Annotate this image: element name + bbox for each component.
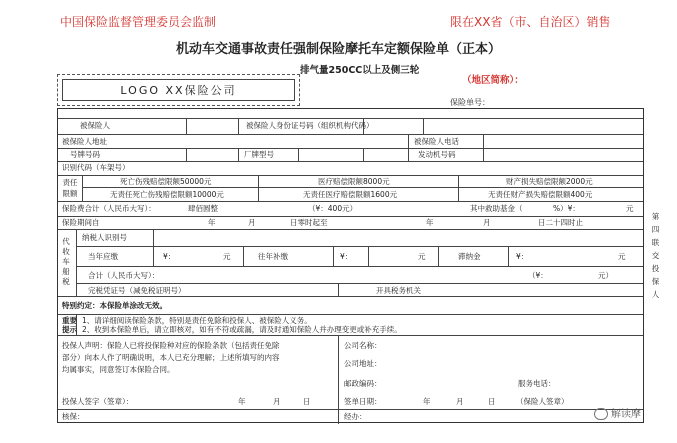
logo-text: LOGO XX保险公司 xyxy=(62,79,295,101)
notice-item-2: 2、收到本保险单后，请立即核对，如有不符或疏漏，请及时通知保险人并办理变更或补充手续。 xyxy=(82,325,402,334)
rescue-fund-label: 其中救助基金（ xyxy=(470,204,523,213)
tax-office-label: 开具税务机关 xyxy=(376,286,421,295)
period-day-end: 日二十四时止 xyxy=(538,218,583,227)
property-limit-no-fault: 无责任财产损失赔偿限额400元 xyxy=(488,190,593,199)
late-fee-yuan: 元 xyxy=(618,252,626,261)
sign-date-label: 签单日期： xyxy=(344,397,382,406)
company-name-label: 公司名称： xyxy=(344,341,382,350)
property-limit: 财产损失赔偿限额2000元 xyxy=(506,177,593,186)
region-abbr: （地区简称）： xyxy=(462,75,524,86)
premium-text: 肆佰圆整 xyxy=(188,204,218,213)
sign-date-day: 日 xyxy=(488,397,496,406)
policy-number-label: 保险单号： xyxy=(450,98,490,107)
rescue-fund-pct: %）¥： xyxy=(553,204,580,213)
insured-id-label: 被保险人身份证号码（组织机构代码） xyxy=(246,121,374,130)
policy-form xyxy=(57,108,644,423)
applicant-sign-month: 月 xyxy=(273,397,281,406)
current-year-yuan: 元 xyxy=(223,252,231,261)
company-logo xyxy=(57,74,300,106)
sign-date-month: 月 xyxy=(456,397,464,406)
supervisor-label: 中国保险监督管理委员会监制 xyxy=(60,15,217,29)
arrears-yen: ¥： xyxy=(340,252,353,261)
notice-label-1: 重要 xyxy=(62,316,77,325)
watermark-icon xyxy=(594,408,608,420)
sign-date-year: 年 xyxy=(423,397,431,406)
copy-side-note: 第四联交投保人 xyxy=(651,212,660,299)
medical-limit-no-fault: 无责任医疗赔偿限额1600元 xyxy=(303,190,398,199)
medical-limit: 医疗赔偿限额8000元 xyxy=(318,177,390,186)
period-month-end: 月 xyxy=(483,218,491,227)
service-phone-label: 服务电话： xyxy=(518,379,556,388)
tax-side-label: 代收车船税 xyxy=(62,237,70,286)
vin-label: 识别代码（车架号） xyxy=(62,163,130,172)
period-month-start: 月 xyxy=(248,218,256,227)
plate-number-label: 号牌号码 xyxy=(70,150,100,159)
watermark xyxy=(594,405,641,420)
premium-amount: （¥：400元） xyxy=(308,204,358,213)
current-year-yen: ¥： xyxy=(163,252,176,261)
tax-certificate-label: 完税凭证号（减免税证明号） xyxy=(88,286,186,295)
period-label: 保险期间自 xyxy=(62,218,100,227)
arrears-yuan: 元 xyxy=(418,252,426,261)
period-day-start: 日零时起至 xyxy=(290,218,328,227)
engine-number-label: 发动机号码 xyxy=(418,150,456,159)
period-year-start: 年 xyxy=(208,218,216,227)
review-label: 核保： xyxy=(62,412,85,421)
insured-address-label: 被保险人地址 xyxy=(62,137,107,146)
company-address-label: 公司地址： xyxy=(344,359,382,368)
late-fee-label: 滞纳金 xyxy=(458,252,481,261)
current-year-tax-label: 当年应缴 xyxy=(88,252,118,261)
special-agreement: 特别约定：本保险单涂改无效。 xyxy=(62,301,167,310)
handler-label: 经办： xyxy=(344,412,367,421)
brand-model-label: 厂牌型号 xyxy=(244,150,274,159)
declaration-line-2: 部分）向本人作了明确说明，本人已充分理解；上述所填写的内容 xyxy=(62,353,280,362)
declaration-line-3: 均属事实，同意签订本保险合同。 xyxy=(62,365,175,374)
applicant-sign-day: 日 xyxy=(303,397,311,406)
premium-total-label: 保险费合计（人民币大写）： xyxy=(62,204,156,213)
taxpayer-id-label: 纳税人识别号 xyxy=(82,233,127,242)
death-limit: 死亡伤残赔偿限额50000元 xyxy=(120,177,212,186)
notice-item-1: 1、请详细阅读保险条款，特别是责任免除和投保人、被保险人义务。 xyxy=(82,316,312,325)
rescue-fund-yuan: 元 xyxy=(626,204,634,213)
postcode-label: 邮政编码： xyxy=(344,379,382,388)
death-limit-no-fault: 无责任死亡伤残赔偿限额10000元 xyxy=(110,190,224,199)
applicant-sign-year: 年 xyxy=(238,397,246,406)
tax-total-yuan: 元） xyxy=(598,271,613,280)
notice-label-2: 提示 xyxy=(62,325,77,334)
region-limit-label: 限在XX省（市、自治区）销售 xyxy=(450,15,611,29)
late-fee-yen: ¥： xyxy=(516,252,529,261)
tax-total-amount: （¥： xyxy=(528,271,548,280)
liability-limits-label: 责任限额 xyxy=(62,178,78,198)
tax-total-label: 合计（人民币大写）： xyxy=(88,271,160,280)
form-subtitle: 排气量250CC以上及侧三轮 xyxy=(300,65,420,76)
period-year-end: 年 xyxy=(426,218,434,227)
arrears-label: 往年补缴 xyxy=(258,252,288,261)
insurer-stamp-label: （保险人签章） xyxy=(516,397,569,406)
insured-label: 被保险人 xyxy=(80,121,110,130)
watermark-text: 解读摩 xyxy=(611,409,641,420)
form-title: 机动车交通事故责任强制保险摩托车定额保险单（正本） xyxy=(175,42,501,57)
insured-phone-label: 被保险人电话 xyxy=(414,137,459,146)
declaration-line-1: 投保人声明：保险人已将投保险种对应的保险条款（包括责任免除 xyxy=(62,341,280,350)
applicant-sign-label: 投保人签字（签章）： xyxy=(62,397,134,406)
